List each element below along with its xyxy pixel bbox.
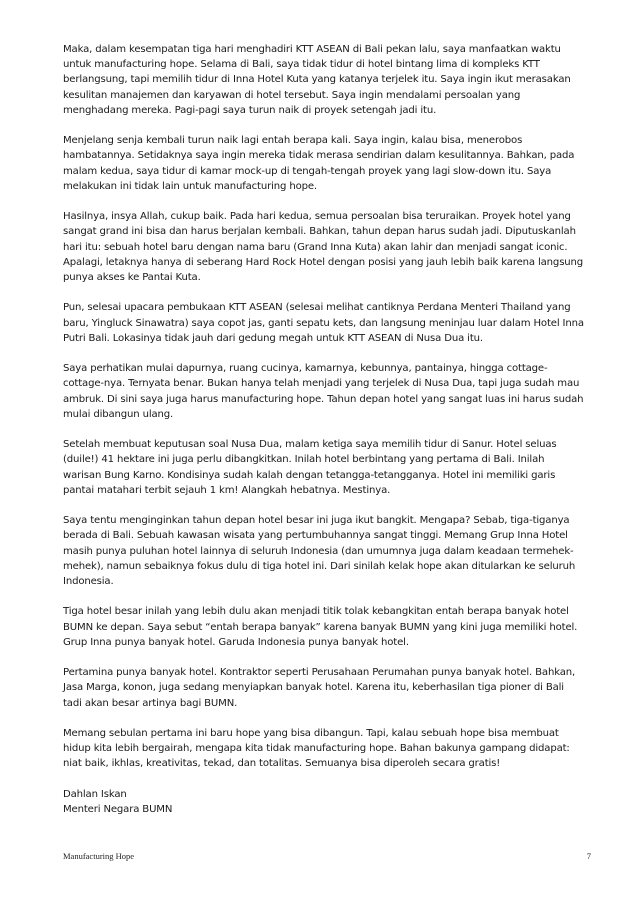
paragraph-7: Saya tentu menginginkan tahun depan hotel besar ini juga ikut bangkit. Mengapa? Sebab, tiga-tiganya berada di Bali. Sebuah kawasan wisata yang pertumbuhannya sangat tinggi. Memang Grup Inna Hotel masih punya puluhan hotel lainnya di seluruh Indonesia (dan umumnya juga dalam keadaan termehek-mehek), namun sebaiknya fokus dulu di tiga hotel ini. Dari sinilah kelak hope akan ditularkan ke seluruh Indonesia. (63, 515, 576, 588)
paragraph-9: Pertamina punya banyak hotel. Kontraktor seperti Perusahaan Perumahan punya banyak hotel. Bahkan, Jasa Marga, konon, juga sedang menyiapkan banyak hotel. Karena itu, keberhasilan tiga pioner di Bali tadi akan besar artinya bagi BUMN. (63, 667, 576, 709)
signature-block (63, 787, 585, 817)
paragraph-6: Setelah membuat keputusan soal Nusa Dua, malam ketiga saya memilih tidur di Sanur. Hotel seluas (duile!) 41 hektare ini juga perlu dibangkitkan. Inilah hotel berbintang yang pertama di Bali. Inilah warisan Bung Karno. Kondisinya sudah kalah dengan tetangga-tetangganya. Hotel ini memiliki garis pantai matahari terbit sejauh 1 km! Alangkah hebatnya. Mestinya. (63, 439, 557, 496)
paragraph-5: Saya perhatikan mulai dapurnya, ruang cucinya, kamarnya, kebunnya, pantainya, hingga cottage-cottage-nya. Ternyata benar. Bukan hanya telah menjadi yang terjelek di Nusa Dua, tapi juga sudah mau ambruk. Di sini saya juga harus manufacturing hope. Tahun depan hotel yang sangat luas ini harus sudah mulai dibangun ulang. (63, 363, 584, 420)
paragraph-4: Pun, selesai upacara pembukaan KTT ASEAN (selesai melihat cantiknya Perdana Menteri Thailand yang baru, Yingluck Sinawatra) saya copot jas, ganti sepatu kets, dan langsung meninjau luar dalam Hotel Inna Putri Bali. Lokasinya tidak jauh dari gedung megah untuk KTT ASEAN di Nusa Dua itu. (63, 302, 584, 344)
author-position: Menteri Negara BUMN (63, 804, 173, 815)
paragraph-10: Memang sebulan pertama ini baru hope yang bisa dibangun. Tapi, kalau sebuah hope bisa membuat hidup kita lebih bergairah, mengapa kita tidak manufacturing hope. Bahan bakunya gampang didapat: niat baik, ikhlas, kreativitas, tekad, dan totalitas. Semuanya bisa diperoleh secara gratis! (63, 728, 570, 770)
footer-title: Manufacturing Hope (63, 851, 135, 861)
page-number: 7 (586, 851, 591, 861)
paragraph-3: Hasilnya, insya Allah, cukup baik. Pada hari kedua, semua persoalan bisa teruraikan. Proyek hotel yang sangat grand ini bisa dan harus berjalan kembali. Bahkan, tahun depan harus sudah jadi. Diputuskanlah hari itu: sebuah hotel baru dengan nama baru (Grand Inna Kuta) akan lahir dan menjadi sangat iconic. Apalagi, letaknya hanya di seberang Hard Rock Hotel dengan posisi yang jauh lebih baik karena langsung punya akses ke Pantai Kuta. (63, 211, 584, 284)
page-footer (63, 851, 591, 861)
paragraph-1: Maka, dalam kesempatan tiga hari menghadiri KTT ASEAN di Bali pekan lalu, saya manfaatkan waktu untuk manufacturing hope. Selama di Bali, saya tidak tidur di hotel bintang lima di kompleks KTT berlangsung, tapi memilih tidur di Inna Hotel Kuta yang katanya terjelek itu. Saya ingin ikut merasakan kesulitan manajemen dan karyawan di hotel tersebut. Saya ingin mendalami persoalan yang menghadang mereka. Pagi-pagi saya turun naik di proyek setengah jadi itu. (63, 44, 571, 116)
article-body (63, 42, 585, 817)
paragraph-2: Menjelang senja kembali turun naik lagi entah berapa kali. Saya ingin, kalau bisa, menerobos hambatannya. Setidaknya saya ingin mereka tidak merasa sendirian dalam kesulitannya. Bahkan, pada malam kedua, saya tidur di kamar mock-up di tengah-tengah proyek yang lagi slow-down itu. Saya melakukan ini tidak lain untuk manufacturing hope. (63, 135, 575, 192)
paragraph-8: Tiga hotel besar inilah yang lebih dulu akan menjadi titik tolak kebangkitan entah berapa banyak hotel BUMN ke depan. Saya sebut “entah berapa banyak” karena banyak BUMN yang kini juga memiliki hotel. Grup Inna punya banyak hotel. Garuda Indonesia punya banyak hotel. (63, 606, 578, 648)
author-name: Dahlan Iskan (63, 788, 127, 800)
